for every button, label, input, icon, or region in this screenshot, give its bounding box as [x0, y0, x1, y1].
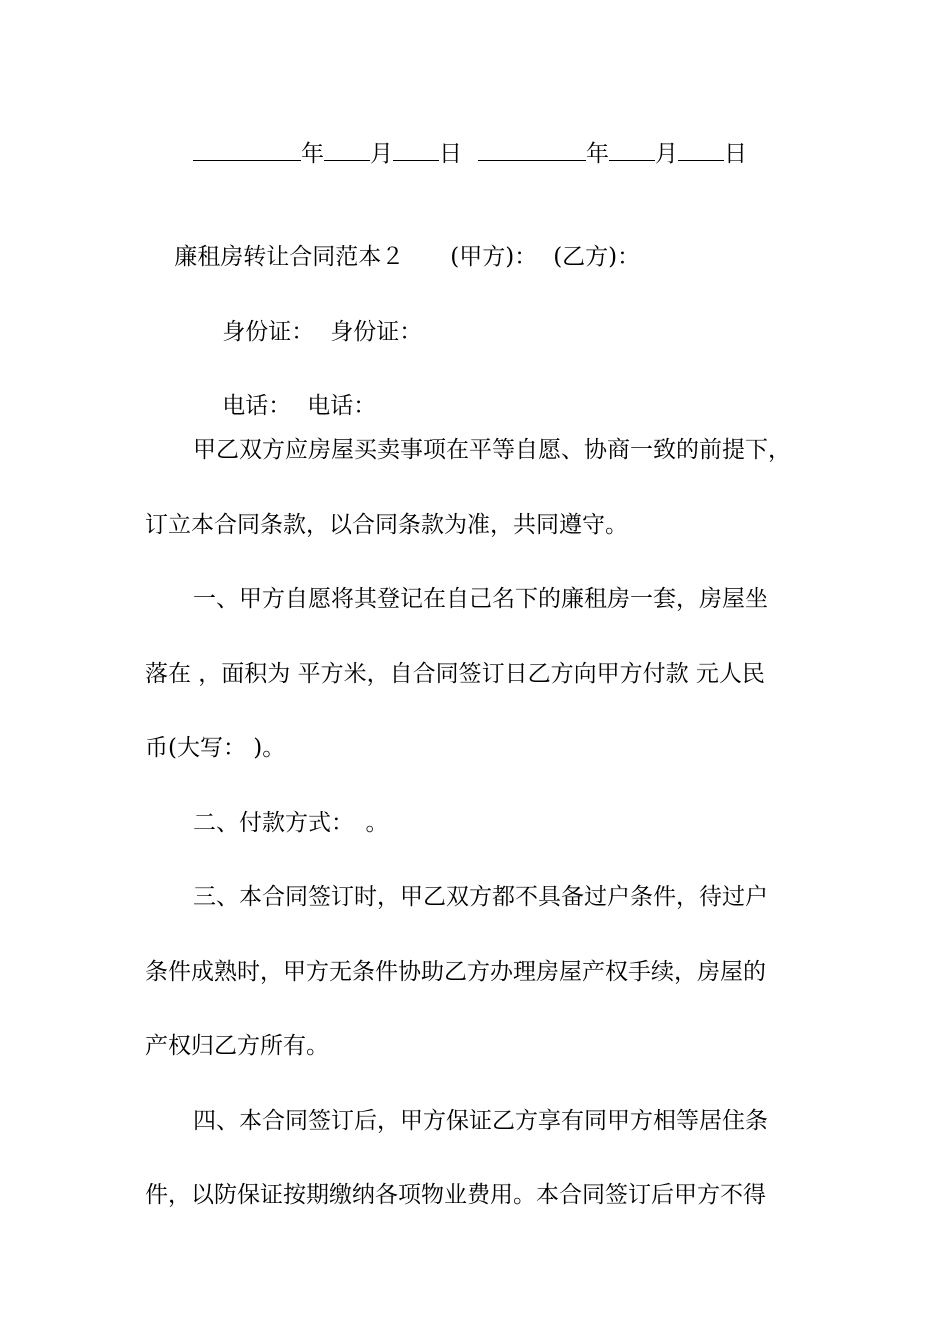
phone-b-label: 电话：: [307, 393, 377, 419]
label-year-right: 年: [586, 141, 609, 167]
paragraph-line: 甲乙双方应房屋买卖事项在平等自愿、协商一致的前提下，: [193, 437, 791, 463]
paragraph-line: 条件成熟时，甲方无条件协助乙方办理房屋产权手续，房屋的: [145, 959, 766, 985]
party-b-label: (乙方)：: [553, 244, 641, 270]
document-title: 廉租房转让合同范本２: [174, 244, 405, 270]
id-b-label: 身份证：: [330, 319, 423, 345]
paragraph-line: 币(大写： )。: [145, 735, 286, 761]
paragraph-line: 件，以防保证按期缴纳各项物业费用。本合同签订后甲方不得: [145, 1182, 766, 1208]
label-year-left: 年: [301, 141, 324, 167]
party-a-label: (甲方)：: [450, 244, 538, 270]
paragraph-line: 订立本合同条款，以合同条款为准，共同遵守。: [145, 512, 628, 538]
label-month-left: 月: [370, 141, 393, 167]
paragraph-line: 一、甲方自愿将其登记在自己名下的廉租房一套，房屋坐: [193, 586, 768, 612]
blank-day-left: [393, 138, 439, 161]
id-a-label: 身份证：: [222, 319, 315, 345]
blank-month-left: [324, 138, 370, 161]
label-day-left: 日: [439, 141, 462, 167]
paragraph-line: 四、本合同签订后，甲方保证乙方享有同甲方相等居住条: [193, 1108, 768, 1134]
label-day-right: 日: [724, 141, 747, 167]
phone-a-label: 电话：: [222, 393, 292, 419]
date-row: [193, 138, 747, 169]
blank-year-right: [478, 138, 586, 161]
blank-year-left: [193, 138, 301, 161]
label-month-right: 月: [655, 141, 678, 167]
paragraph-line: 三、本合同签订时，甲乙双方都不具备过户条件，待过户: [193, 884, 768, 910]
blank-day-right: [678, 138, 724, 161]
paragraph-line: 产权归乙方所有。: [145, 1033, 329, 1059]
blank-month-right: [609, 138, 655, 161]
paragraph-line: 二、付款方式： 。: [193, 810, 389, 836]
paragraph-line: 落在 ，面积为 平方米，自合同签订日乙方向甲方付款 元人民: [145, 661, 765, 687]
